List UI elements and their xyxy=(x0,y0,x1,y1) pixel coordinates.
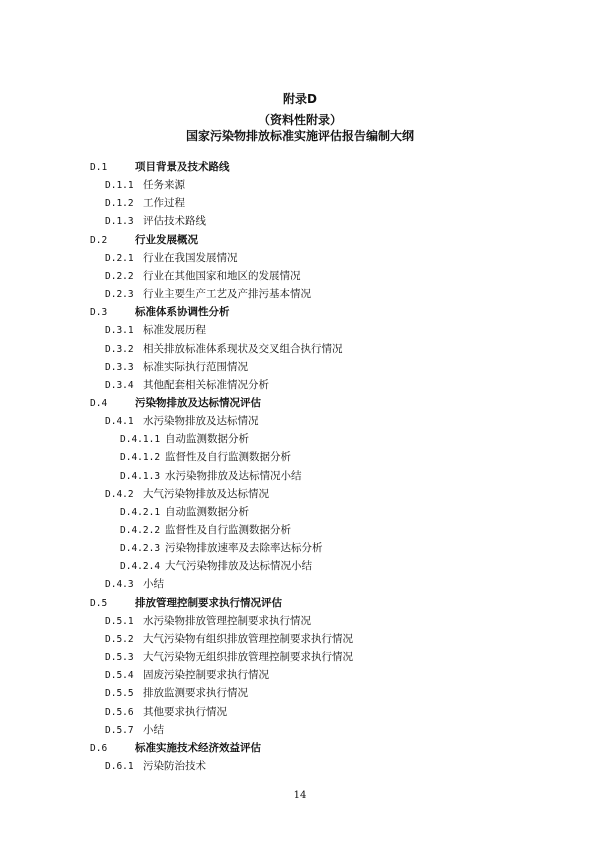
toc-entry-label: 大气污染物有组织排放管理控制要求执行情况 xyxy=(143,632,353,645)
toc-entry xyxy=(105,214,206,229)
toc-entry xyxy=(105,360,248,375)
appendix-label: 附录D xyxy=(283,92,317,106)
toc-entry-number: D.4.2.2 xyxy=(120,525,161,536)
toc-entry xyxy=(90,233,198,248)
toc-entry xyxy=(105,487,269,502)
appendix-title: 国家污染物排放标准实施评估报告编制大纲 xyxy=(185,129,414,143)
toc-entry-label: 其他配套相关标准情况分析 xyxy=(143,378,269,391)
toc-entry-label: 污染防治技术 xyxy=(143,759,206,772)
toc-entry xyxy=(105,705,227,720)
toc-entry-label: 行业主要生产工艺及产排污基本情况 xyxy=(143,288,311,301)
toc-entry xyxy=(120,523,291,538)
toc-entry-number: D.4.3 xyxy=(105,579,134,591)
toc-entry xyxy=(105,614,311,629)
toc-entry-number: D.2.2 xyxy=(105,270,134,282)
toc-entry xyxy=(90,396,261,411)
toc-entry-number: D.1.1 xyxy=(105,180,134,192)
toc-entry-label: 水污染物排放及达标情况小结 xyxy=(165,469,302,482)
toc-entry-number: D.5.1 xyxy=(105,615,134,627)
toc-entry-label: 其他要求执行情况 xyxy=(143,705,227,718)
toc-entry-number: D.1.2 xyxy=(105,198,134,210)
toc-entry-label: 小结 xyxy=(143,723,164,736)
toc-entry-number: D.2.3 xyxy=(105,289,134,301)
toc-entry xyxy=(105,287,311,302)
toc-entry xyxy=(105,577,164,592)
toc-entry xyxy=(105,668,269,683)
toc-entry-number: D.4.1.2 xyxy=(120,452,161,464)
toc-entry-label: 排放监测要求执行情况 xyxy=(143,687,248,700)
toc-entry-label: 排放管理控制要求执行情况评估 xyxy=(135,596,282,609)
toc-entry xyxy=(120,432,249,447)
toc-entry xyxy=(105,759,206,774)
toc-entry-label: 污染物排放及达标情况评估 xyxy=(135,396,261,409)
toc-entry-number: D.6.1 xyxy=(105,760,134,772)
toc-entry-label: 监督性及自行监测数据分析 xyxy=(165,451,291,464)
toc-entry xyxy=(105,196,185,211)
toc-entry xyxy=(120,450,291,465)
toc-entry xyxy=(105,723,164,738)
toc-entry-number: D.5.4 xyxy=(105,670,134,682)
toc-entry xyxy=(105,269,301,284)
toc-entry-number: D.4.2.1 xyxy=(120,506,161,518)
toc-entry-number: D.5 xyxy=(90,597,108,609)
toc-entry-number: D.4.2 xyxy=(105,488,134,500)
toc-entry-number: D.3.3 xyxy=(105,361,134,373)
toc-entry-number: D.5.7 xyxy=(105,724,134,736)
toc-entry-number: D.4 xyxy=(90,397,108,409)
toc-entry xyxy=(105,342,343,357)
toc-entry xyxy=(120,469,302,484)
toc-entry xyxy=(105,178,185,193)
toc-entry-number: D.3.2 xyxy=(105,343,134,355)
toc-entry xyxy=(105,378,269,393)
toc-entry-label: 小结 xyxy=(143,578,164,591)
toc-entry-number: D.3.4 xyxy=(105,379,134,391)
toc-entry-label: 相关排放标准体系现状及交叉组合执行情况 xyxy=(143,342,343,355)
toc-entry-label: 标准体系协调性分析 xyxy=(135,306,230,319)
toc-entry xyxy=(105,414,259,429)
toc-entry-number: D.4.2.4 xyxy=(120,561,161,573)
toc-entry xyxy=(90,596,282,611)
toc-entry-number: D.4.1.3 xyxy=(120,470,161,482)
toc-entry-label: 污染物排放速率及去除率达标分析 xyxy=(165,542,323,555)
toc-entry xyxy=(105,251,238,266)
page-number: 14 xyxy=(293,790,307,801)
toc-entry xyxy=(105,650,353,665)
toc-entry-label: 任务来源 xyxy=(143,179,185,192)
toc-entry-label: 标准发展历程 xyxy=(143,324,206,337)
toc-entry-label: 标准实施技术经济效益评估 xyxy=(135,741,261,754)
toc-entry-label: 大气污染物无组织排放管理控制要求执行情况 xyxy=(143,651,353,664)
toc-entry-number: D.5.6 xyxy=(105,706,134,718)
toc-entry-label: 大气污染物排放及达标情况小结 xyxy=(165,560,312,573)
toc-entry-number: D.4.1.1 xyxy=(120,434,161,446)
toc-entry-number: D.5.3 xyxy=(105,652,134,664)
toc-entry-label: 工作过程 xyxy=(143,197,185,210)
toc-entry-label: 固废污染控制要求执行情况 xyxy=(143,669,269,682)
toc-entry-number: D.5.2 xyxy=(105,633,134,645)
toc-entry-label: 行业在其他国家和地区的发展情况 xyxy=(143,269,301,282)
toc-entry xyxy=(120,505,249,520)
toc-entry-label: 标准实际执行范围情况 xyxy=(143,360,248,373)
toc-entry-label: 大气污染物排放及达标情况 xyxy=(143,487,269,500)
toc-entry-number: D.3.1 xyxy=(105,325,134,337)
toc-entry-label: 监督性及自行监测数据分析 xyxy=(165,524,291,536)
toc-entry-label: 水污染物排放管理控制要求执行情况 xyxy=(143,614,311,627)
toc-entry-number: D.4.1 xyxy=(105,416,134,428)
toc-entry xyxy=(90,160,230,175)
toc-entry-label: 自动监测数据分析 xyxy=(165,505,249,518)
toc-entry-number: D.5.5 xyxy=(105,688,134,700)
toc-entry xyxy=(105,323,206,338)
toc-entry-label: 项目背景及技术路线 xyxy=(135,161,230,173)
toc-entry-label: 自动监测数据分析 xyxy=(165,433,249,446)
toc-entry xyxy=(90,305,230,320)
toc-entry-label: 行业在我国发展情况 xyxy=(143,251,238,264)
toc-entry-label: 评估技术路线 xyxy=(143,215,206,228)
toc-entry xyxy=(105,686,248,701)
toc-entry-number: D.2.1 xyxy=(105,252,134,264)
toc-entry xyxy=(120,541,323,556)
toc-entry-number: D.4.2.3 xyxy=(120,543,161,555)
toc-entry xyxy=(120,559,312,574)
toc-entry-number: D.2 xyxy=(90,234,108,246)
toc-entry-number: D.3 xyxy=(90,307,108,319)
toc-entry-label: 行业发展概况 xyxy=(135,233,198,246)
toc-entry xyxy=(90,741,261,756)
appendix-note: （资料性附录） xyxy=(257,113,342,127)
toc-entry-number: D.1 xyxy=(90,162,108,173)
toc-entry-number: D.6 xyxy=(90,742,108,754)
toc-entry-number: D.1.3 xyxy=(105,216,134,228)
toc-entry-label: 水污染物排放及达标情况 xyxy=(143,415,259,428)
toc-entry xyxy=(105,632,353,647)
